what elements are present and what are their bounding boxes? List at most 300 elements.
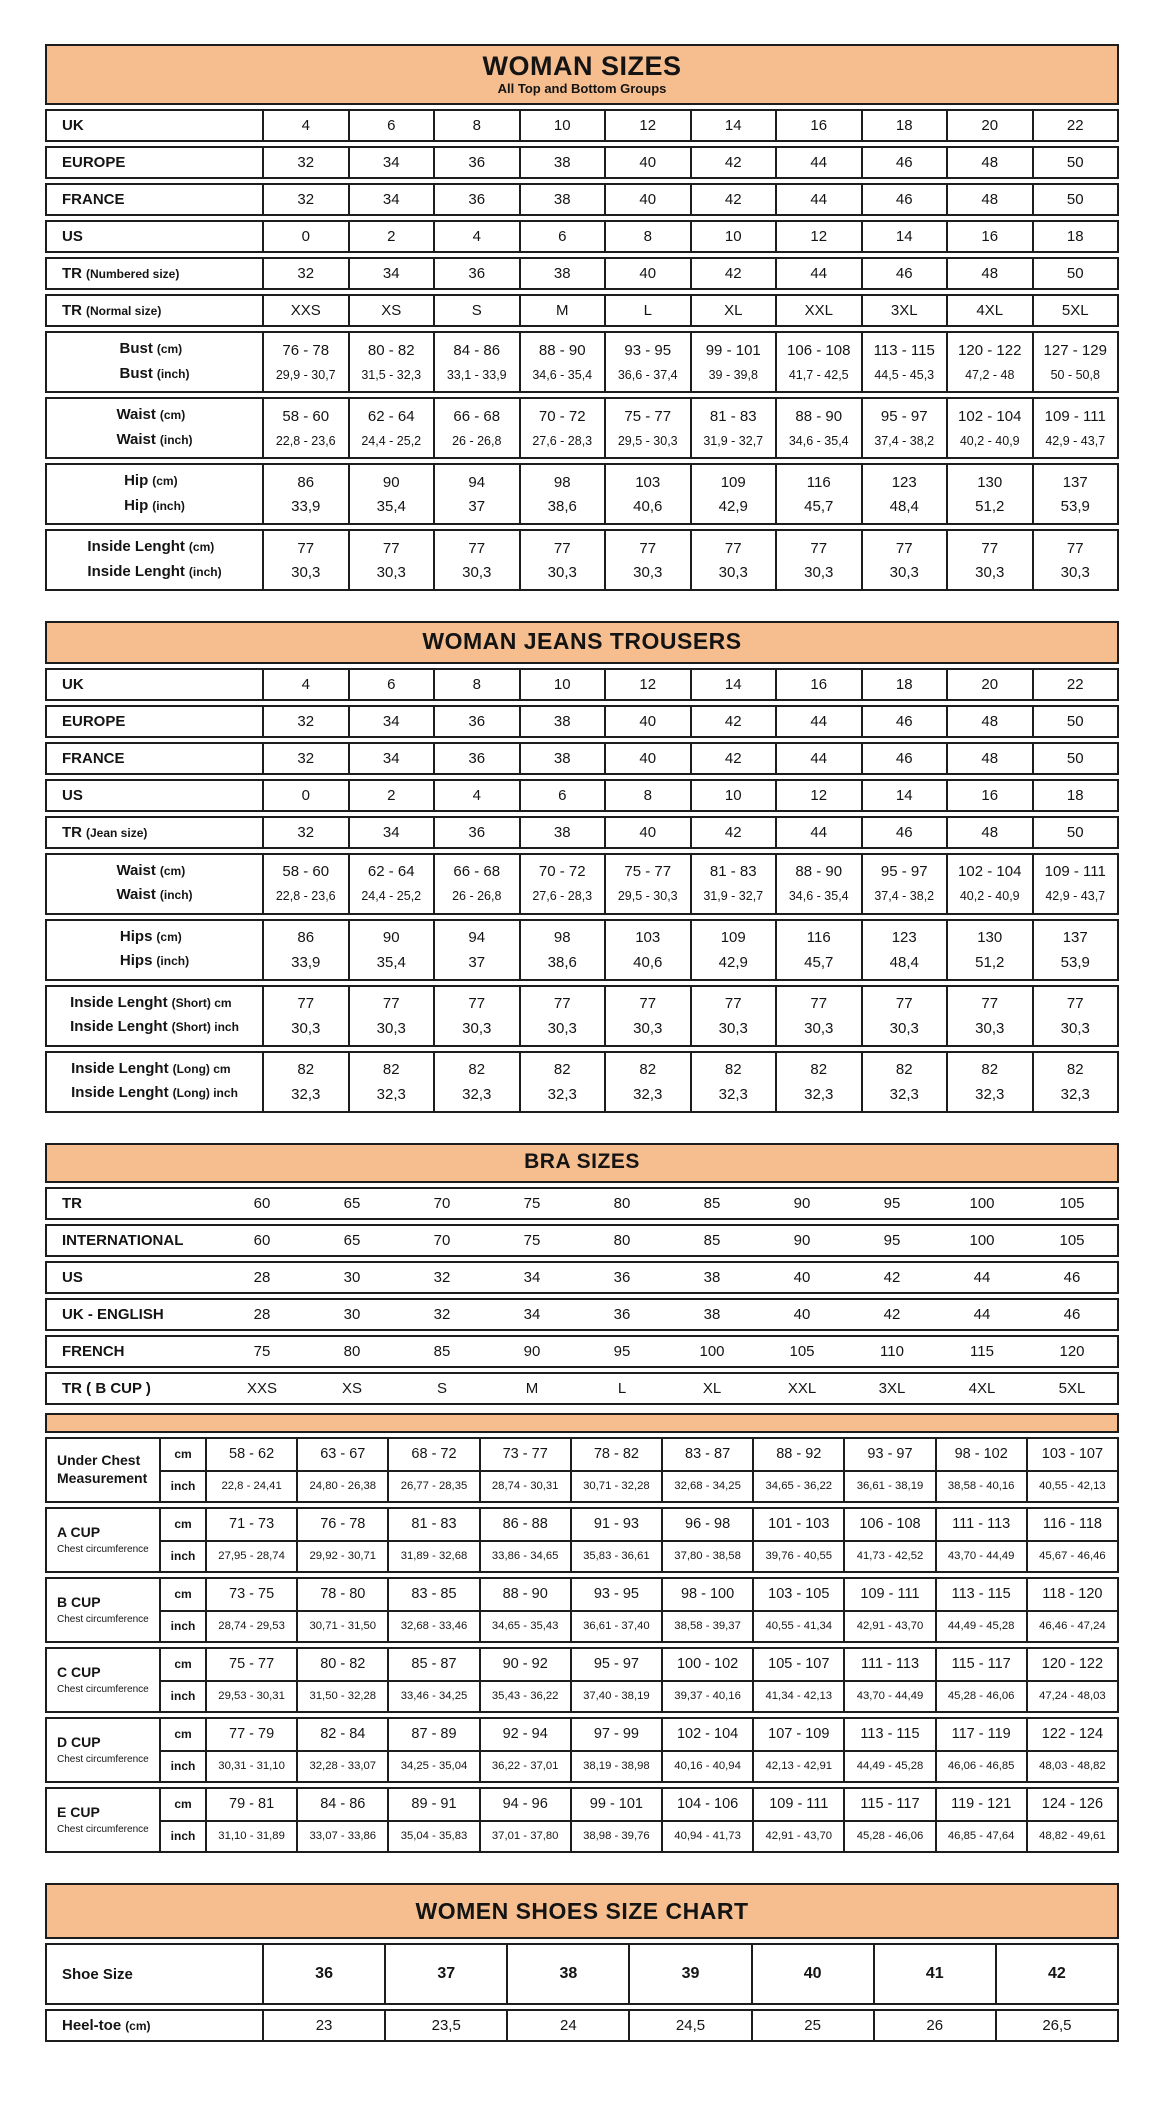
value-cell: [690, 111, 776, 140]
cell-value: 130: [977, 929, 1003, 947]
value-cell: [1032, 185, 1118, 214]
cell-value: 40: [639, 712, 657, 730]
cell-value: 42: [724, 154, 742, 172]
value-cell: [519, 818, 605, 847]
value-cell: [604, 855, 690, 913]
value-cell: [847, 1374, 937, 1403]
value-cell: [262, 921, 348, 979]
value-cell: [1032, 111, 1118, 140]
cell-value: 32: [433, 1268, 451, 1286]
cell-value: 22,8 - 23,6: [275, 433, 336, 448]
cell-value: 42: [724, 712, 742, 730]
value-cell: 36,22 - 37,01: [479, 1750, 570, 1781]
value-cell: [861, 399, 947, 457]
value-cell: [946, 921, 1032, 979]
value-cell: [775, 465, 861, 523]
cell-value: 60: [253, 1194, 271, 1212]
row-label-main: FRANCE: [62, 191, 125, 209]
value-cell: [262, 296, 348, 325]
cell-value: 77: [895, 995, 913, 1013]
cell-value: 22,8 - 23,6: [275, 889, 336, 904]
table-row-band: [45, 1372, 1119, 1405]
value-cell: 80 - 82: [296, 1649, 387, 1680]
cell-value: 44: [973, 1305, 991, 1323]
cell-value: 32: [433, 1305, 451, 1323]
cell-value: 88 - 90: [795, 863, 843, 881]
cell-value: 4: [472, 228, 481, 246]
value-cell: 75 - 77: [205, 1649, 296, 1680]
value-cell: 83 - 87: [661, 1439, 752, 1470]
value-cell: [217, 1300, 307, 1329]
value-cell: [519, 185, 605, 214]
value-cell: 46,85 - 47,64: [935, 1820, 1026, 1851]
value-cell: [946, 707, 1032, 736]
cup-name: A CUP: [57, 1524, 101, 1541]
value-cell: [307, 1337, 397, 1366]
row-label-main: TR: [62, 302, 82, 320]
value-cell: 95 - 97: [570, 1649, 661, 1680]
row-label-main: FRENCH: [62, 1342, 125, 1360]
cell-value: 109: [720, 473, 746, 491]
cell-value: 14: [724, 117, 742, 135]
row-label-cell: [47, 333, 262, 391]
row-label: [62, 1195, 82, 1212]
value-cell: 44,49 - 45,28: [935, 1610, 1026, 1641]
cell-value: XXS: [290, 302, 321, 320]
row-label: [62, 1269, 83, 1286]
cell-value: 10: [724, 228, 742, 246]
value-cell: 115 - 117: [935, 1649, 1026, 1680]
value-cell: [861, 818, 947, 847]
cell-value: 30,3: [889, 1019, 919, 1037]
row-label-cell: [47, 1263, 217, 1292]
row-label-main: Waist: [116, 886, 156, 904]
cell-value: 75 - 77: [624, 863, 672, 881]
cell-value: 34: [382, 749, 400, 767]
value-cell: [577, 1226, 667, 1255]
value-cell: [1032, 1053, 1118, 1111]
value-cell: [1032, 670, 1118, 699]
cup-row-band: [45, 1437, 1119, 1503]
cell-value: 33,9: [291, 953, 321, 971]
cell-value: 51,2: [975, 498, 1005, 516]
cell-value: 38,6: [547, 498, 577, 516]
cell-value: 48: [981, 265, 999, 283]
cell-value: 32,3: [291, 1085, 321, 1103]
cell-value: 50: [1066, 749, 1084, 767]
cell-value: 46: [895, 191, 913, 209]
cell-value: 37: [468, 953, 486, 971]
cell-value: 32,3: [376, 1085, 406, 1103]
cell-value: 65: [343, 1231, 361, 1249]
cell-value: 70 - 72: [538, 407, 586, 425]
cell-value: 48: [981, 154, 999, 172]
value-cell: [937, 1263, 1027, 1292]
row-label: [62, 1232, 183, 1249]
value-cell: 30,31 - 31,10: [205, 1750, 296, 1781]
cell-value: 70: [433, 1194, 451, 1212]
cell-value: 38: [553, 823, 571, 841]
cell-value: 77: [297, 539, 315, 557]
value-cell: [348, 921, 434, 979]
cell-value: 34: [382, 823, 400, 841]
value-cell: [604, 1053, 690, 1111]
cell-value: 38: [553, 749, 571, 767]
value-cell: 85 - 87: [387, 1649, 478, 1680]
cell-value: 90: [382, 929, 400, 947]
cell-value: 88 - 90: [795, 407, 843, 425]
value-cell: [397, 1337, 487, 1366]
value-cell: 37,01 - 37,80: [479, 1820, 570, 1851]
value-cell: [604, 333, 690, 391]
cell-value: 102 - 104: [958, 407, 1022, 425]
table-row-band: [45, 1224, 1119, 1257]
value-cell: [262, 987, 348, 1045]
cell-value: 34: [382, 712, 400, 730]
cell-value: 32: [297, 154, 315, 172]
cell-value: 16: [981, 786, 999, 804]
value-cell: 89 - 91: [387, 1789, 478, 1820]
value-cell: 41,73 - 42,52: [843, 1540, 934, 1571]
value-cell: 40,94 - 41,73: [661, 1820, 752, 1851]
row-label: [70, 1018, 239, 1035]
cell-value: 82: [895, 1061, 913, 1079]
value-cell: [937, 1226, 1027, 1255]
value-cell: 48,82 - 49,61: [1026, 1820, 1117, 1851]
cell-value: 30,3: [633, 1019, 663, 1037]
value-cell: [861, 111, 947, 140]
cup-row-band: [45, 1647, 1119, 1713]
cell-value: 30,3: [804, 1019, 834, 1037]
value-cell: [690, 222, 776, 251]
cell-value: 42: [724, 823, 742, 841]
value-cell: [861, 185, 947, 214]
value-cell: [604, 531, 690, 589]
value-cell: 107 - 109: [752, 1719, 843, 1750]
cell-value: 36: [468, 265, 486, 283]
row-label-main: Inside Lenght: [87, 562, 185, 580]
value-cell: [262, 818, 348, 847]
cell-value: 82: [297, 1061, 315, 1079]
cell-value: 50: [1066, 265, 1084, 283]
row-label: [124, 472, 178, 489]
row-label: [87, 538, 214, 555]
value-cell: [604, 185, 690, 214]
value-cell: 32,68 - 34,25: [661, 1470, 752, 1501]
value-cell: [384, 1945, 506, 2003]
cell-value: 32: [297, 823, 315, 841]
cell-value: 4XL: [968, 1379, 996, 1397]
row-label-note: (cm): [159, 408, 186, 423]
table-row-band: [45, 779, 1119, 812]
cell-value: 42,9 - 43,7: [1045, 433, 1106, 448]
value-cell: [946, 855, 1032, 913]
cell-value: 66 - 68: [453, 863, 501, 881]
value-cell: [519, 670, 605, 699]
value-cell: [433, 259, 519, 288]
cell-value: 42,9: [718, 953, 748, 971]
value-cell: [433, 744, 519, 773]
row-label: [119, 340, 182, 357]
cell-value: 75: [523, 1194, 541, 1212]
row-label: [62, 1306, 164, 1323]
cell-value: 46: [895, 823, 913, 841]
cell-value: 45,7: [804, 953, 834, 971]
value-cell: [348, 670, 434, 699]
table-row-band: [45, 816, 1119, 849]
value-cell: 113 - 115: [843, 1719, 934, 1750]
cell-value: 30,3: [804, 564, 834, 582]
cell-value: 46: [1063, 1305, 1081, 1323]
table-row-band: [45, 529, 1119, 591]
cell-value: 30,3: [547, 1019, 577, 1037]
value-cell: 106 - 108: [843, 1509, 934, 1540]
value-cell: [604, 222, 690, 251]
value-cell: [667, 1337, 757, 1366]
cell-value: 76 - 78: [282, 341, 330, 359]
table-row-band: [45, 2009, 1119, 2042]
row-label-main: TR: [62, 1194, 82, 1212]
value-cell: [217, 1189, 307, 1218]
shoes-size-table: [45, 1883, 1119, 2042]
cell-value: 38: [553, 154, 571, 172]
cell-value: 38: [553, 265, 571, 283]
value-cell: [946, 259, 1032, 288]
row-label-main: Inside Lenght: [87, 538, 185, 556]
value-cell: [946, 185, 1032, 214]
cell-value: 31,9 - 32,7: [703, 889, 764, 904]
cell-value: 30,3: [718, 1019, 748, 1037]
row-label-main: Inside Lenght: [71, 1059, 169, 1077]
value-cell: [519, 148, 605, 177]
value-cell: [946, 333, 1032, 391]
cell-value: 4XL: [976, 302, 1004, 320]
cell-value: 4: [301, 117, 310, 135]
value-cell: [861, 148, 947, 177]
value-cell: [348, 222, 434, 251]
row-label-note: (inch): [156, 366, 190, 381]
row-label-note: (cm): [125, 2019, 151, 2034]
value-cell: 77 - 79: [205, 1719, 296, 1750]
row-label-main: Inside Lenght: [70, 993, 168, 1011]
row-label: [71, 1060, 231, 1077]
value-cell: [946, 111, 1032, 140]
cell-value: 18: [1066, 786, 1084, 804]
row-label-cell: [47, 1337, 217, 1366]
value-cell: [307, 1263, 397, 1292]
value-cell: [519, 531, 605, 589]
unit-cell: cm: [159, 1509, 205, 1540]
cell-value: 36: [468, 712, 486, 730]
table-row-band: [45, 985, 1119, 1047]
value-cell: 58 - 62: [205, 1439, 296, 1470]
value-cell: 90 - 92: [479, 1649, 570, 1680]
cell-value: 29,5 - 30,3: [617, 433, 678, 448]
value-cell: 101 - 103: [752, 1509, 843, 1540]
value-cell: [348, 855, 434, 913]
value-cell: 29,92 - 30,71: [296, 1540, 387, 1571]
value-cell: 33,46 - 34,25: [387, 1680, 478, 1711]
cell-value: 116: [806, 929, 831, 947]
row-label-main: Waist: [116, 861, 156, 879]
value-cell: [775, 987, 861, 1045]
cell-value: 8: [472, 675, 481, 693]
woman-sizes-header: [45, 44, 1119, 105]
value-cell: 102 - 104: [661, 1719, 752, 1750]
cell-value: 84 - 86: [453, 341, 501, 359]
value-cell: [995, 2011, 1117, 2040]
value-cell: [604, 707, 690, 736]
cup-row-band: [45, 1577, 1119, 1643]
cell-value: L: [643, 302, 652, 320]
cell-value: 85: [703, 1194, 721, 1212]
cell-value: 30: [343, 1305, 361, 1323]
value-cell: 78 - 80: [296, 1579, 387, 1610]
cell-value: 93 - 95: [624, 341, 672, 359]
cell-value: 62 - 64: [367, 407, 415, 425]
row-label: [120, 952, 189, 969]
value-cell: [1032, 148, 1118, 177]
value-cell: [348, 296, 434, 325]
cell-value: 77: [724, 995, 742, 1013]
value-cell: 30,71 - 32,28: [570, 1470, 661, 1501]
cell-value: 5XL: [1058, 1379, 1086, 1397]
table-row-band: [45, 1335, 1119, 1368]
cell-value: 46: [895, 154, 913, 172]
cell-value: 70 - 72: [538, 863, 586, 881]
cell-value: 98: [553, 929, 571, 947]
cell-value: 86: [297, 473, 315, 491]
cell-value: 30,3: [291, 564, 321, 582]
value-cell: 109 - 111: [843, 1579, 934, 1610]
row-label-cell: [47, 1226, 217, 1255]
cell-value: 34: [523, 1305, 541, 1323]
table-row-band: [45, 220, 1119, 253]
row-label-main: FRANCE: [62, 749, 125, 767]
cell-value: 77: [553, 539, 571, 557]
cell-value: 85: [433, 1342, 451, 1360]
cell-value: 51,2: [975, 953, 1005, 971]
value-cell: [262, 670, 348, 699]
value-cell: 26,77 - 28,35: [387, 1470, 478, 1501]
value-cell: [262, 465, 348, 523]
cell-value: S: [436, 1379, 447, 1397]
value-cell: [667, 1374, 757, 1403]
row-label-cell: [47, 1945, 262, 2003]
row-label-main: UK: [62, 117, 84, 135]
cell-value: 34: [523, 1268, 541, 1286]
value-cell: [861, 222, 947, 251]
value-cell: [1032, 296, 1118, 325]
cell-value: 30,3: [547, 564, 577, 582]
value-cell: [604, 259, 690, 288]
value-cell: [604, 148, 690, 177]
row-label-cell: [47, 111, 262, 140]
value-cell: [667, 1189, 757, 1218]
row-label-cell: [47, 707, 262, 736]
value-cell: 83 - 85: [387, 1579, 478, 1610]
row-label: [62, 676, 84, 693]
cell-value: 18: [895, 675, 913, 693]
value-cell: [667, 1300, 757, 1329]
table-row-band: [45, 183, 1119, 216]
value-cell: [262, 855, 348, 913]
cell-value: 34,6 - 35,4: [788, 433, 849, 448]
cell-value: 77: [639, 995, 657, 1013]
cell-value: 16: [810, 675, 828, 693]
unit-cell: inch: [159, 1540, 205, 1571]
value-cell: [946, 781, 1032, 810]
cell-value: 37,4 - 38,2: [874, 889, 935, 904]
cell-value: 77: [1066, 539, 1084, 557]
cell-value: XS: [381, 302, 402, 320]
value-cell: [861, 333, 947, 391]
value-cell: [1032, 333, 1118, 391]
value-cell: [775, 855, 861, 913]
value-cell: 63 - 67: [296, 1439, 387, 1470]
unit-cell: cm: [159, 1789, 205, 1820]
value-cell: [861, 670, 947, 699]
cell-value: 30,3: [376, 1019, 406, 1037]
cell-value: 40: [639, 191, 657, 209]
cell-value: 36,6 - 37,4: [617, 367, 678, 382]
value-cell: 122 - 124: [1026, 1719, 1117, 1750]
value-cell: [861, 921, 947, 979]
row-label-main: EUROPE: [62, 154, 126, 172]
cell-value: 32,3: [462, 1085, 492, 1103]
cell-value: 30,3: [975, 1019, 1005, 1037]
value-cell: [667, 1226, 757, 1255]
value-cell: [519, 399, 605, 457]
value-cell: 39,37 - 40,16: [661, 1680, 752, 1711]
row-label-main: Heel-toe: [62, 2017, 122, 2035]
cell-value: 66 - 68: [453, 407, 501, 425]
value-cell: 92 - 94: [479, 1719, 570, 1750]
value-cell: [775, 921, 861, 979]
cell-value: 24,4 - 25,2: [361, 889, 422, 904]
value-cell: 88 - 92: [752, 1439, 843, 1470]
value-cell: 42,91 - 43,70: [843, 1610, 934, 1641]
value-cell: 105 - 107: [752, 1649, 843, 1680]
row-label: [62, 228, 83, 245]
cell-value: 90: [523, 1342, 541, 1360]
cup-label-cell: [47, 1579, 159, 1641]
value-cell: 124 - 126: [1026, 1789, 1117, 1820]
value-cell: [506, 1945, 628, 2003]
value-cell: [604, 399, 690, 457]
value-cell: [487, 1226, 577, 1255]
cell-value: 77: [981, 539, 999, 557]
cell-value: 50 - 50,8: [1050, 367, 1100, 382]
value-cell: 32,28 - 33,07: [296, 1750, 387, 1781]
cell-value: 27,6 - 28,3: [532, 433, 593, 448]
row-label-cell: [47, 399, 262, 457]
value-cell: 24,80 - 26,38: [296, 1470, 387, 1501]
value-cell: [861, 707, 947, 736]
row-label-cell: [47, 1053, 262, 1111]
cell-value: 80: [343, 1342, 361, 1360]
value-cell: [690, 707, 776, 736]
cell-value: 14: [895, 228, 913, 246]
cell-value: 18: [895, 117, 913, 135]
value-cell: [433, 333, 519, 391]
cell-value: 46: [1063, 1268, 1081, 1286]
cell-value: 75: [253, 1342, 271, 1360]
cell-value: 37,4 - 38,2: [874, 433, 935, 448]
cell-value: 44: [810, 265, 828, 283]
value-cell: 82 - 84: [296, 1719, 387, 1750]
row-label-cell: [47, 1300, 217, 1329]
